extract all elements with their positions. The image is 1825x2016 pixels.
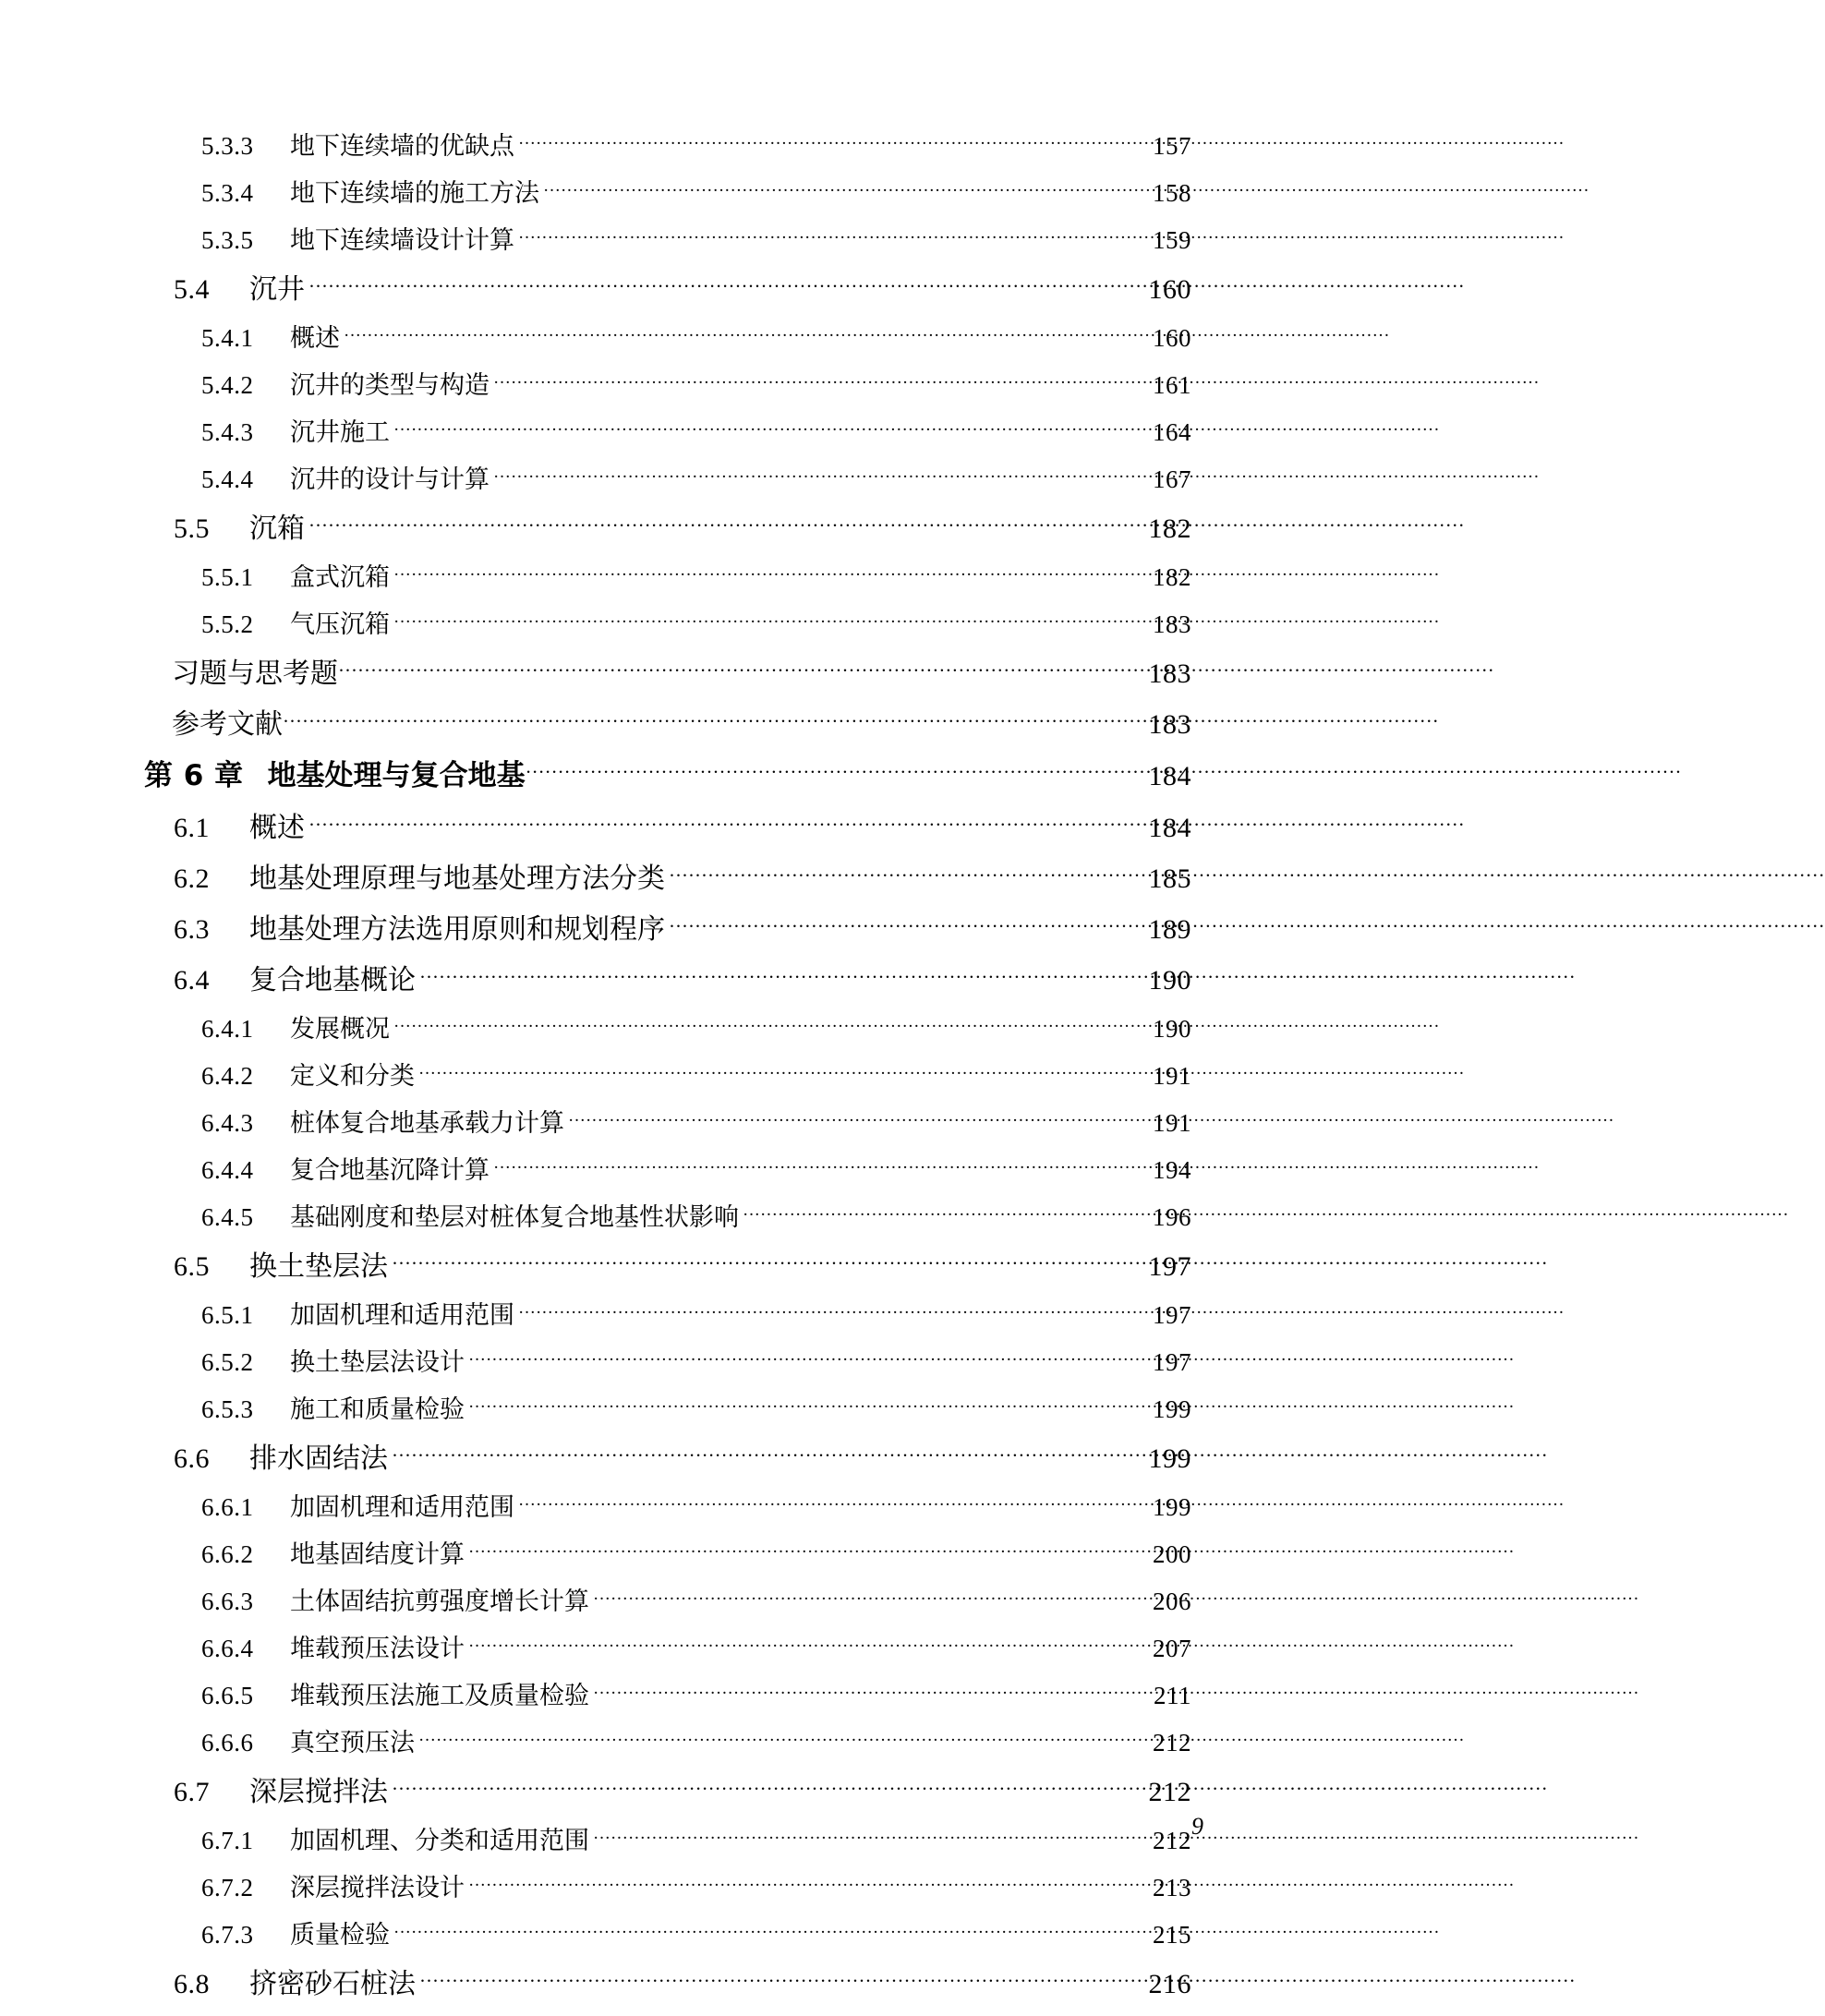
toc-entry-number: 5.5.1 <box>201 563 254 591</box>
toc-entry-page-number: 196 <box>1153 1203 1191 1231</box>
toc-entry-number: 5.4.1 <box>201 324 254 352</box>
toc-entry-number: 6.7.3 <box>201 1921 254 1949</box>
toc-entry-number: 6.4.5 <box>201 1203 254 1231</box>
toc-entry-number: 6.6.6 <box>201 1729 254 1756</box>
toc-entry-number: 6.1 <box>174 813 210 843</box>
toc-entry-page-number: 183 <box>1148 658 1191 689</box>
toc-entry-page-number: 190 <box>1148 965 1191 996</box>
toc-entry-title: 沉井施工 <box>290 418 390 446</box>
toc-entry[interactable] <box>201 1538 1191 1567</box>
toc-entry-title: 沉井的设计与计算 <box>290 465 489 493</box>
toc-entry-page-number: 182 <box>1148 513 1191 544</box>
toc-entry-number: 6.4.3 <box>201 1109 254 1137</box>
toc-entry-title: 挤密砂石桩法 <box>249 1969 416 1999</box>
toc-entry-number: 5.3.3 <box>201 132 254 160</box>
table-of-contents-list <box>139 129 1191 2016</box>
toc-entry-page-number: 184 <box>1148 813 1191 843</box>
toc-entry-page-number: 197 <box>1153 1301 1191 1329</box>
toc-entry-title: 沉井 <box>249 274 305 305</box>
toc-entry-title: 地基固结度计算 <box>290 1540 465 1568</box>
toc-entry[interactable] <box>201 1726 1191 1756</box>
toc-entry-number: 6.3 <box>174 914 210 945</box>
toc-leader-dots <box>468 1346 1116 1370</box>
toc-entry-number: 6.5.3 <box>201 1395 254 1423</box>
toc-entry-title: 地基处理与复合地基 <box>267 759 526 792</box>
toc-leader-dots <box>468 1538 1116 1563</box>
toc-entry[interactable] <box>174 860 1191 893</box>
toc-entry-number: 6.6 <box>174 1443 210 1474</box>
toc-entry[interactable] <box>201 1201 1191 1230</box>
toc-leader-dots <box>392 1440 1116 1467</box>
toc-entry[interactable] <box>172 655 1191 688</box>
toc-entry-page-number: 207 <box>1153 1635 1191 1662</box>
toc-entry[interactable] <box>201 1491 1191 1520</box>
toc-entry-title: 加固机理和适用范围 <box>290 1301 514 1329</box>
toc-entry[interactable] <box>201 321 1191 351</box>
footer-page-number: 9 <box>1191 1813 1203 1840</box>
toc-entry[interactable] <box>174 809 1191 842</box>
toc-leader-dots <box>393 1012 1116 1037</box>
toc-leader-dots <box>493 463 1116 488</box>
toc-leader-dots <box>518 129 1116 154</box>
toc-leader-dots <box>283 706 1116 733</box>
toc-entry[interactable] <box>174 1773 1191 1806</box>
toc-entry[interactable] <box>201 1393 1191 1422</box>
toc-entry-title: 地下连续墙设计计算 <box>290 226 514 254</box>
toc-entry[interactable] <box>201 1585 1191 1614</box>
toc-entry-number: 6.6.1 <box>201 1493 254 1521</box>
toc-entry-title: 参考文献 <box>172 709 283 740</box>
toc-entry-page-number: 213 <box>1153 1874 1191 1901</box>
toc-entry-title: 地基处理原理与地基处理方法分类 <box>249 863 665 894</box>
toc-entry-number: 6.4.4 <box>201 1156 254 1184</box>
toc-entry[interactable] <box>201 1153 1191 1183</box>
toc-entry-number: 6.5.2 <box>201 1348 254 1376</box>
toc-entry-title: 加固机理和适用范围 <box>290 1493 514 1521</box>
toc-entry-number: 6.6.3 <box>201 1587 254 1615</box>
toc-entry-number: 6.5 <box>174 1251 210 1282</box>
toc-leader-dots <box>518 223 1116 248</box>
toc-leader-dots <box>392 1248 1116 1275</box>
toc-leader-dots <box>308 809 1116 837</box>
toc-leader-dots <box>393 561 1116 585</box>
toc-entry-title: 土体固结抗剪强度增长计算 <box>290 1587 589 1615</box>
toc-entry[interactable] <box>174 1965 1191 1998</box>
toc-entry-page-number: 191 <box>1153 1062 1191 1090</box>
toc-entry-title: 定义和分类 <box>290 1062 415 1090</box>
toc-entry-title: 概述 <box>249 813 305 843</box>
toc-entry-page-number: 189 <box>1148 914 1191 945</box>
toc-leader-dots <box>393 1918 1116 1943</box>
toc-leader-dots <box>543 176 1116 201</box>
toc-entry-number: 6.6.4 <box>201 1635 254 1662</box>
toc-entry[interactable] <box>201 1298 1191 1328</box>
toc-entry-title: 习题与思考题 <box>172 658 338 689</box>
toc-entry-page-number: 199 <box>1148 1443 1191 1474</box>
toc-entry-title: 沉箱 <box>249 513 305 544</box>
toc-leader-dots <box>419 1965 1116 1993</box>
toc-entry-page-number: 206 <box>1153 1587 1191 1615</box>
toc-leader-dots <box>392 1773 1116 1801</box>
toc-entry[interactable] <box>201 223 1191 253</box>
toc-entry-number: 6.5.1 <box>201 1301 254 1329</box>
toc-entry-title: 换土垫层法设计 <box>290 1348 465 1376</box>
toc-entry-page-number: 160 <box>1148 274 1191 305</box>
toc-entry[interactable] <box>174 271 1191 304</box>
toc-entry-title: 堆载预压法设计 <box>290 1635 465 1662</box>
toc-entry-page-number: 160 <box>1153 324 1191 352</box>
toc-entry-page-number: 211 <box>1154 1682 1191 1709</box>
toc-entry[interactable] <box>174 911 1191 944</box>
toc-entry[interactable] <box>201 608 1191 637</box>
toc-entry-number: 5.4 <box>174 274 210 305</box>
toc-entry-title: 复合地基沉降计算 <box>290 1156 489 1184</box>
toc-entry-page-number: 199 <box>1153 1493 1191 1521</box>
toc-leader-dots <box>308 510 1116 537</box>
toc-entry-page-number: 185 <box>1148 863 1191 894</box>
toc-entry-title: 加固机理、分类和适用范围 <box>290 1827 589 1854</box>
toc-entry-title: 地基处理方法选用原则和规划程序 <box>249 914 665 945</box>
toc-leader-dots <box>526 756 1116 785</box>
toc-entry-page-number: 183 <box>1148 709 1191 740</box>
toc-entry-page-number: 183 <box>1153 610 1191 638</box>
toc-entry[interactable] <box>201 1346 1191 1375</box>
toc-entry[interactable] <box>172 706 1191 739</box>
toc-entry-page-number: 212 <box>1148 1777 1191 1807</box>
toc-leader-dots <box>593 1585 1116 1610</box>
toc-entry-page-number: 191 <box>1153 1109 1191 1137</box>
toc-leader-dots <box>468 1632 1116 1657</box>
toc-leader-dots <box>393 416 1116 441</box>
toc-entry-title: 地下连续墙的施工方法 <box>290 179 539 207</box>
toc-entry-number: 6.4.1 <box>201 1015 254 1043</box>
toc-entry-page-number: 194 <box>1153 1156 1191 1184</box>
toc-entry-page-number: 158 <box>1153 179 1191 207</box>
toc-leader-dots <box>393 608 1116 633</box>
toc-leader-dots <box>418 1059 1116 1084</box>
toc-entry[interactable] <box>201 463 1191 492</box>
toc-entry-page-number: 197 <box>1148 1251 1191 1282</box>
toc-entry-page-number: 159 <box>1153 226 1191 254</box>
toc-entry-number: 6.6.2 <box>201 1540 254 1568</box>
toc-entry-title: 深层搅拌法 <box>249 1777 388 1807</box>
toc-entry-number: 5.5.2 <box>201 610 254 638</box>
toc-leader-dots <box>418 1726 1116 1751</box>
toc-entry-page-number: 216 <box>1148 1969 1191 1999</box>
toc-entry-title: 盒式沉箱 <box>290 563 390 591</box>
toc-entry-number: 6.7.2 <box>201 1874 254 1901</box>
toc-leader-dots <box>493 368 1116 393</box>
toc-entry-number: 5.3.5 <box>201 226 254 254</box>
toc-entry[interactable] <box>201 1012 1191 1042</box>
toc-leader-dots <box>743 1201 1116 1225</box>
toc-entry[interactable] <box>174 961 1191 995</box>
toc-entry-title: 真空预压法 <box>290 1729 415 1756</box>
toc-entry-page-number: 212 <box>1153 1729 1191 1756</box>
toc-leader-dots <box>593 1679 1116 1704</box>
toc-leader-dots <box>344 321 1116 346</box>
toc-leader-dots <box>493 1153 1116 1178</box>
toc-entry-page-number: 167 <box>1153 465 1191 493</box>
toc-entry-number: 5.4.2 <box>201 371 254 399</box>
toc-leader-dots <box>308 271 1116 298</box>
toc-entry[interactable] <box>201 1106 1191 1136</box>
toc-leader-dots <box>669 860 1116 887</box>
toc-entry[interactable] <box>174 1248 1191 1281</box>
toc-entry-page-number: 200 <box>1153 1540 1191 1568</box>
toc-entry-number: 6.6.5 <box>201 1682 254 1709</box>
toc-entry-page-number: 161 <box>1153 371 1191 399</box>
toc-entry[interactable] <box>201 1824 1191 1853</box>
toc-entry[interactable] <box>201 416 1191 445</box>
toc-entry[interactable] <box>201 1918 1191 1948</box>
toc-entry-number: 6.4.2 <box>201 1062 254 1090</box>
toc-leader-dots <box>419 961 1116 989</box>
toc-entry-title: 发展概况 <box>290 1015 390 1043</box>
toc-entry[interactable] <box>201 1871 1191 1901</box>
toc-entry-title: 深层搅拌法设计 <box>290 1874 465 1901</box>
toc-entry-page-number: 215 <box>1153 1921 1191 1949</box>
toc-entry-page-number: 164 <box>1153 418 1191 446</box>
toc-entry-number: 5.4.3 <box>201 418 254 446</box>
toc-entry-number: 6.7 <box>174 1777 210 1807</box>
toc-entry[interactable] <box>201 1059 1191 1089</box>
toc-entry[interactable] <box>201 176 1191 206</box>
toc-entry[interactable] <box>174 510 1191 543</box>
toc-entry-number: 5.4.4 <box>201 465 254 493</box>
toc-entry-title: 桩体复合地基承载力计算 <box>290 1109 564 1137</box>
toc-entry[interactable] <box>201 561 1191 590</box>
toc-entry[interactable] <box>174 1440 1191 1473</box>
toc-leader-dots <box>593 1824 1116 1849</box>
toc-entry-title: 基础刚度和垫层对桩体复合地基性状影响 <box>290 1203 739 1231</box>
toc-leader-dots <box>468 1393 1116 1418</box>
toc-entry-title: 排水固结法 <box>249 1443 388 1474</box>
toc-entry-title: 气压沉箱 <box>290 610 390 638</box>
toc-entry[interactable] <box>144 756 1191 791</box>
toc-entry-page-number: 197 <box>1153 1348 1191 1376</box>
toc-entry-number: 6.2 <box>174 863 210 894</box>
toc-leader-dots <box>669 911 1116 938</box>
toc-entry-number: 5.5 <box>174 513 210 544</box>
toc-entry-title: 换土垫层法 <box>249 1251 388 1282</box>
toc-leader-dots <box>518 1491 1116 1515</box>
toc-entry[interactable] <box>201 1632 1191 1661</box>
toc-entry-title: 沉井的类型与构造 <box>290 371 489 399</box>
toc-leader-dots <box>518 1298 1116 1323</box>
toc-entry-title: 施工和质量检验 <box>290 1395 465 1423</box>
toc-entry-page-number: 184 <box>1148 761 1191 791</box>
toc-entry[interactable] <box>201 368 1191 398</box>
toc-entry-title: 堆载预压法施工及质量检验 <box>290 1682 589 1709</box>
toc-entry-number: 6.7.1 <box>201 1827 254 1854</box>
toc-entry[interactable] <box>201 1679 1191 1708</box>
toc-leader-dots <box>568 1106 1116 1131</box>
toc-entry-page-number: 157 <box>1153 132 1191 160</box>
toc-entry-number: 5.3.4 <box>201 179 254 207</box>
toc-entry-number: 第 6 章 <box>144 759 244 792</box>
toc-entry-number: 6.4 <box>174 965 210 996</box>
toc-entry-number: 6.8 <box>174 1969 210 1999</box>
toc-entry-title: 概述 <box>290 324 340 352</box>
toc-entry-title: 复合地基概论 <box>249 965 416 996</box>
toc-entry[interactable] <box>201 129 1191 159</box>
toc-entry-page-number: 190 <box>1153 1015 1191 1043</box>
toc-leader-dots <box>338 655 1116 682</box>
toc-entry-page-number: 182 <box>1153 563 1191 591</box>
toc-leader-dots <box>468 1871 1116 1896</box>
toc-entry-title: 质量检验 <box>290 1921 390 1949</box>
toc-entry-page-number: 212 <box>1153 1827 1191 1854</box>
toc-entry-title: 地下连续墙的优缺点 <box>290 132 514 160</box>
toc-entry-page-number: 199 <box>1153 1395 1191 1423</box>
